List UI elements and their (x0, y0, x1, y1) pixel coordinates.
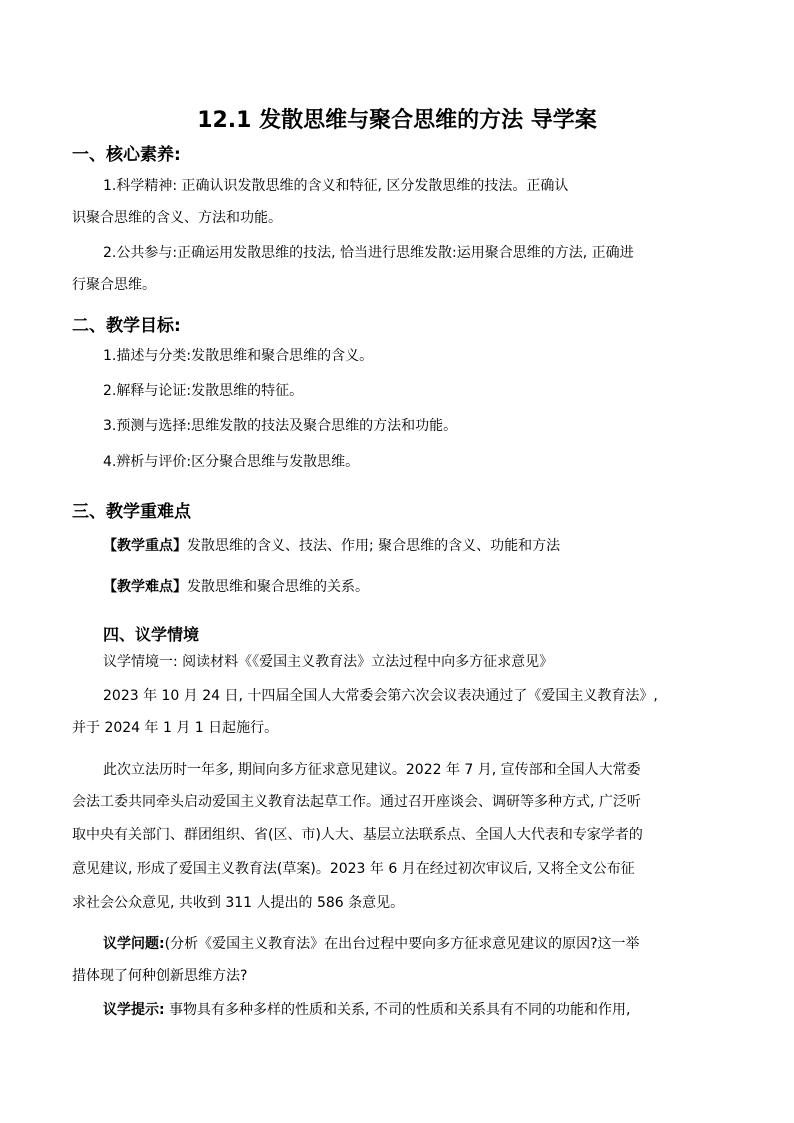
s4-scene-line: 议学情境一: 阅读材料《《爱国主义教育法》立法过程中向多方征求意见》 (103, 654, 554, 670)
s1-paragraph-2-line-2: 行聚合思维。 (72, 277, 156, 293)
s1-paragraph-1-line-1: 1.科学精神: 正确认识发散思维的含义和特征, 区分发散思维的技法。正确认 (103, 178, 569, 194)
s3-key-points (103, 536, 560, 556)
s4-para-2-line-5: 求社会公众意见, 共收到 311 人提出的 586 条意见。 (72, 895, 405, 911)
difficult-points-text: 发散思维和聚合思维的关系。 (187, 579, 369, 595)
page-title: 12.1 发散思维与聚合思维的方法 导学案 (197, 108, 597, 133)
s4-para-2-line-2: 会法工委共同牵头启动爱国主义教育法起草工作。通过召开座谈会、调研等多种方式, 广泛听 (72, 794, 641, 810)
section-3-heading: 三、教学重难点 (72, 502, 191, 522)
s3-difficult-points (103, 577, 369, 597)
s4-para-1-line-2: 并于 2024 年 1 月 1 日起施行。 (72, 720, 279, 736)
s2-item-2: 2.解释与论证:发散思维的特征。 (103, 383, 304, 399)
hint-text-1: 事物具有多种多样的性质和关系, 不司的性质和关系具有不同的功能和作用, (164, 1002, 631, 1018)
key-points-label: 【教学重点】 (103, 538, 187, 554)
question-text-1: (分析《爱国主义教育法》在出台过程中要向多方征求意见建议的原因?这一举 (164, 936, 640, 952)
s1-paragraph-2-line-1: 2.公共参与:正确运用发散思维的技法, 恰当进行思维发散:运用聚合思维的方法, 正确进 (103, 245, 634, 261)
difficult-points-label: 【教学难点】 (103, 579, 187, 595)
s2-item-4: 4.辨析与评价:区分聚合思维与发散思维。 (103, 454, 360, 470)
s4-para-1-line-1: 2023 年 10 月 24 日, 十四届全国人大常委会第六次会议表决通过了《爱国主义教育法》, (103, 688, 658, 704)
s4-para-2-line-4: 意见建议, 形成了爱国主义教育法(草案)。2023 年 6 月在经过初次审议后, 又将全文公布征 (72, 861, 635, 877)
s4-question-line-2: 措体现了何种创新思维方法? (72, 968, 248, 984)
s4-hint-line-1 (103, 1000, 630, 1020)
s4-question-line-1 (103, 934, 640, 954)
section-1-heading: 一、核心素养: (72, 145, 181, 165)
section-2-heading: 二、教学目标: (72, 316, 181, 336)
question-label: 议学问题: (103, 936, 165, 952)
s2-item-1: 1.描述与分类:发散思维和聚合思维的含义。 (103, 348, 374, 364)
hint-label: 议学提示: (103, 1002, 165, 1018)
section-4-heading: 四、议学情境 (103, 625, 200, 644)
key-points-text: 发散思维的含义、技法、作用; 聚合思维的含义、功能和方法 (187, 538, 561, 554)
s4-para-2-line-3: 取中央有关部门、群团组织、省(区、市)人大、基层立法联系点、全国人大代表和专家学者的 (72, 827, 643, 843)
s1-paragraph-1-line-2: 识聚合思维的含义、方法和功能。 (72, 210, 282, 226)
s4-para-2-line-1: 此次立法历时一年多, 期间向多方征求意见建议。2022 年 7 月, 宣传部和全国人大常委 (103, 762, 641, 778)
s2-item-3: 3.预测与选择:思维发散的技法及聚合思维的方法和功能。 (103, 418, 458, 434)
